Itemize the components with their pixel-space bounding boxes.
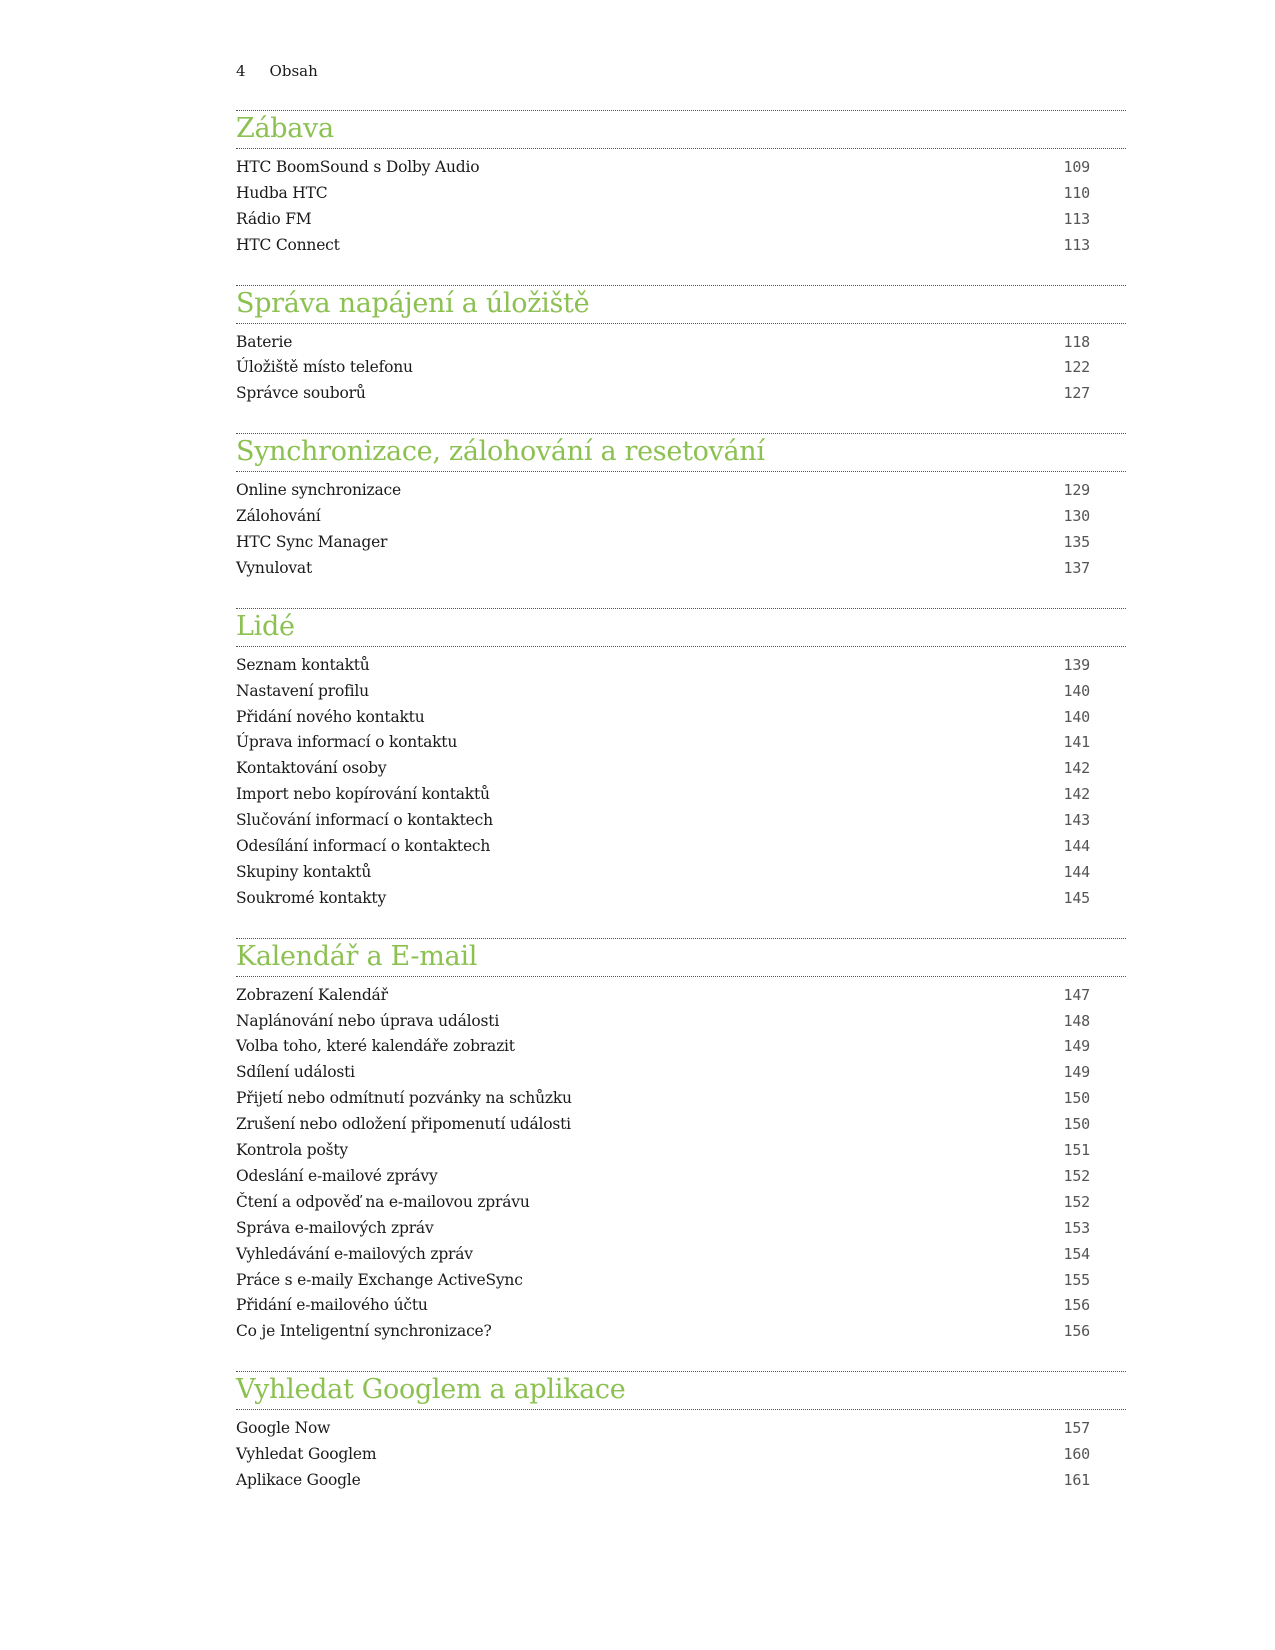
toc-entry[interactable] [236,679,1126,705]
toc-entry[interactable] [236,1293,1126,1319]
toc-entry[interactable] [236,705,1126,731]
toc-section [236,433,1126,582]
toc-entry[interactable] [236,983,1126,1009]
entry-list [236,983,1126,1345]
entry-label: Baterie [236,332,293,351]
entry-label: Vyhledávání e-mailových zpráv [236,1244,473,1263]
toc-section [236,1371,1126,1494]
entry-label: Práce s e-maily Exchange ActiveSync [236,1270,523,1289]
entry-label: Naplánování nebo úprava události [236,1011,500,1030]
toc-entry[interactable] [236,1034,1126,1060]
entry-label: Co je Inteligentní synchronizace? [236,1322,492,1341]
toc-entry[interactable] [236,155,1126,181]
toc-entry[interactable] [236,1242,1126,1268]
entry-label: Online synchronizace [236,481,401,500]
entry-label: Soukromé kontakty [236,888,387,907]
entry-label: HTC Connect [236,235,340,254]
entry-list [236,478,1126,582]
toc-entry[interactable] [236,886,1126,912]
entry-label: Odesílání informací o kontaktech [236,837,491,856]
entry-page-number: 113 [1063,235,1090,254]
entry-page-number: 153 [1063,1218,1090,1237]
entry-label: Správce souborů [236,384,366,403]
entry-label: Aplikace Google [236,1470,361,1489]
entry-page-number: 135 [1063,533,1090,552]
entry-label: Úprava informací o kontaktu [236,733,458,752]
toc-entry[interactable] [236,355,1126,381]
entry-page-number: 157 [1063,1419,1090,1438]
entry-page-number: 150 [1063,1089,1090,1108]
toc-entry[interactable] [236,730,1126,756]
toc-entry[interactable] [236,1164,1126,1190]
entry-label: Zobrazení Kalendář [236,985,388,1004]
entry-page-number: 145 [1063,888,1090,907]
entry-label: Rádio FM [236,209,312,228]
toc-entry[interactable] [236,834,1126,860]
entry-label: Vyhledat Googlem [236,1445,377,1464]
entry-list [236,155,1126,259]
entry-page-number: 156 [1063,1322,1090,1341]
toc-entry[interactable] [236,1416,1126,1442]
entry-page-number: 118 [1063,332,1090,351]
entry-page-number: 140 [1063,681,1090,700]
entry-label: Přijetí nebo odmítnutí pozvánky na schůzku [236,1089,572,1108]
toc-entry[interactable] [236,1138,1126,1164]
section-title: Lidé [236,608,1126,647]
entry-label: Volba toho, které kalendáře zobrazit [236,1037,515,1056]
toc-entry[interactable] [236,808,1126,834]
entry-page-number: 155 [1063,1270,1090,1289]
entry-label: Kontaktování osoby [236,759,387,778]
entry-page-number: 149 [1063,1063,1090,1082]
entry-label: Vynulovat [236,558,313,577]
entry-page-number: 154 [1063,1244,1090,1263]
entry-page-number: 122 [1063,358,1090,377]
toc-entry[interactable] [236,860,1126,886]
section-title: Zábava [236,110,1126,149]
entry-page-number: 109 [1063,158,1090,176]
toc-entry[interactable] [236,330,1126,356]
entry-label: Čtení a odpověď na e-mailovou zprávu [236,1192,530,1211]
toc-entry[interactable] [236,530,1126,556]
toc-entry[interactable] [236,1190,1126,1216]
entry-page-number: 151 [1063,1141,1090,1160]
entry-label: Skupiny kontaktů [236,862,372,881]
section-title: Synchronizace, zálohování a resetování [236,433,1126,472]
entry-page-number: 147 [1063,985,1090,1004]
entry-list [236,653,1126,912]
toc-entry[interactable] [236,556,1126,582]
toc-entry[interactable] [236,1216,1126,1242]
toc-entry[interactable] [236,1009,1126,1035]
page-number: 4 [236,62,246,80]
entry-page-number: 142 [1063,785,1090,804]
toc-entry[interactable] [236,1319,1126,1345]
entry-page-number: 144 [1063,862,1090,881]
toc-entry[interactable] [236,1442,1126,1468]
entry-label: Seznam kontaktů [236,655,370,674]
entry-page-number: 130 [1063,507,1090,526]
entry-label: Import nebo kopírování kontaktů [236,785,490,804]
entry-page-number: 152 [1063,1166,1090,1185]
entry-page-number: 139 [1063,655,1090,674]
toc-entry[interactable] [236,207,1126,233]
toc-section [236,938,1126,1345]
toc-entry[interactable] [236,1060,1126,1086]
entry-page-number: 161 [1063,1470,1090,1489]
header-title: Obsah [269,62,318,80]
entry-label: Kontrola pošty [236,1141,348,1160]
toc-entry[interactable] [236,1468,1126,1494]
entry-page-number: 142 [1063,759,1090,778]
entry-label: HTC BoomSound s Dolby Audio [236,158,480,176]
entry-label: Přidání e-mailového účtu [236,1296,428,1315]
entry-page-number: 140 [1063,707,1090,726]
toc-entry[interactable] [236,504,1126,530]
entry-page-number: 143 [1063,811,1090,830]
entry-label: HTC Sync Manager [236,533,388,552]
entry-list [236,1416,1126,1494]
toc-entry[interactable] [236,478,1126,504]
entry-label: Google Now [236,1419,331,1438]
entry-page-number: 148 [1063,1011,1090,1030]
entry-page-number: 137 [1063,558,1090,577]
section-title: Správa napájení a úložiště [236,285,1126,324]
entry-page-number: 113 [1063,209,1090,228]
toc-entry[interactable] [236,1112,1126,1138]
table-of-contents [236,110,1126,1520]
toc-section [236,285,1126,408]
entry-label: Sdílení události [236,1063,355,1082]
entry-label: Správa e-mailových zpráv [236,1218,434,1237]
entry-page-number: 149 [1063,1037,1090,1056]
entry-label: Slučování informací o kontaktech [236,811,493,830]
entry-label: Hudba HTC [236,183,328,202]
entry-page-number: 127 [1063,384,1090,403]
entry-page-number: 129 [1063,481,1090,500]
page-header [236,62,318,80]
section-title: Vyhledat Googlem a aplikace [236,1371,1126,1410]
entry-label: Úložiště místo telefonu [236,358,413,377]
toc-entry[interactable] [236,381,1126,407]
toc-entry[interactable] [236,181,1126,207]
toc-section [236,110,1126,259]
entry-list [236,330,1126,408]
entry-page-number: 152 [1063,1192,1090,1211]
entry-label: Přidání nového kontaktu [236,707,425,726]
entry-label: Odeslání e-mailové zprávy [236,1166,438,1185]
entry-label: Nastavení profilu [236,681,369,700]
entry-page-number: 141 [1063,733,1090,752]
entry-label: Zálohování [236,507,321,526]
toc-entry[interactable] [236,782,1126,808]
toc-section [236,608,1126,912]
toc-entry[interactable] [236,653,1126,679]
entry-page-number: 160 [1063,1445,1090,1464]
section-title: Kalendář a E-mail [236,938,1126,977]
entry-label: Zrušení nebo odložení připomenutí události [236,1115,571,1134]
entry-page-number: 156 [1063,1296,1090,1315]
toc-entry[interactable] [236,233,1126,259]
entry-page-number: 150 [1063,1115,1090,1134]
toc-entry[interactable] [236,1268,1126,1294]
toc-entry[interactable] [236,756,1126,782]
entry-page-number: 144 [1063,837,1090,856]
entry-page-number: 110 [1063,183,1090,202]
toc-entry[interactable] [236,1086,1126,1112]
